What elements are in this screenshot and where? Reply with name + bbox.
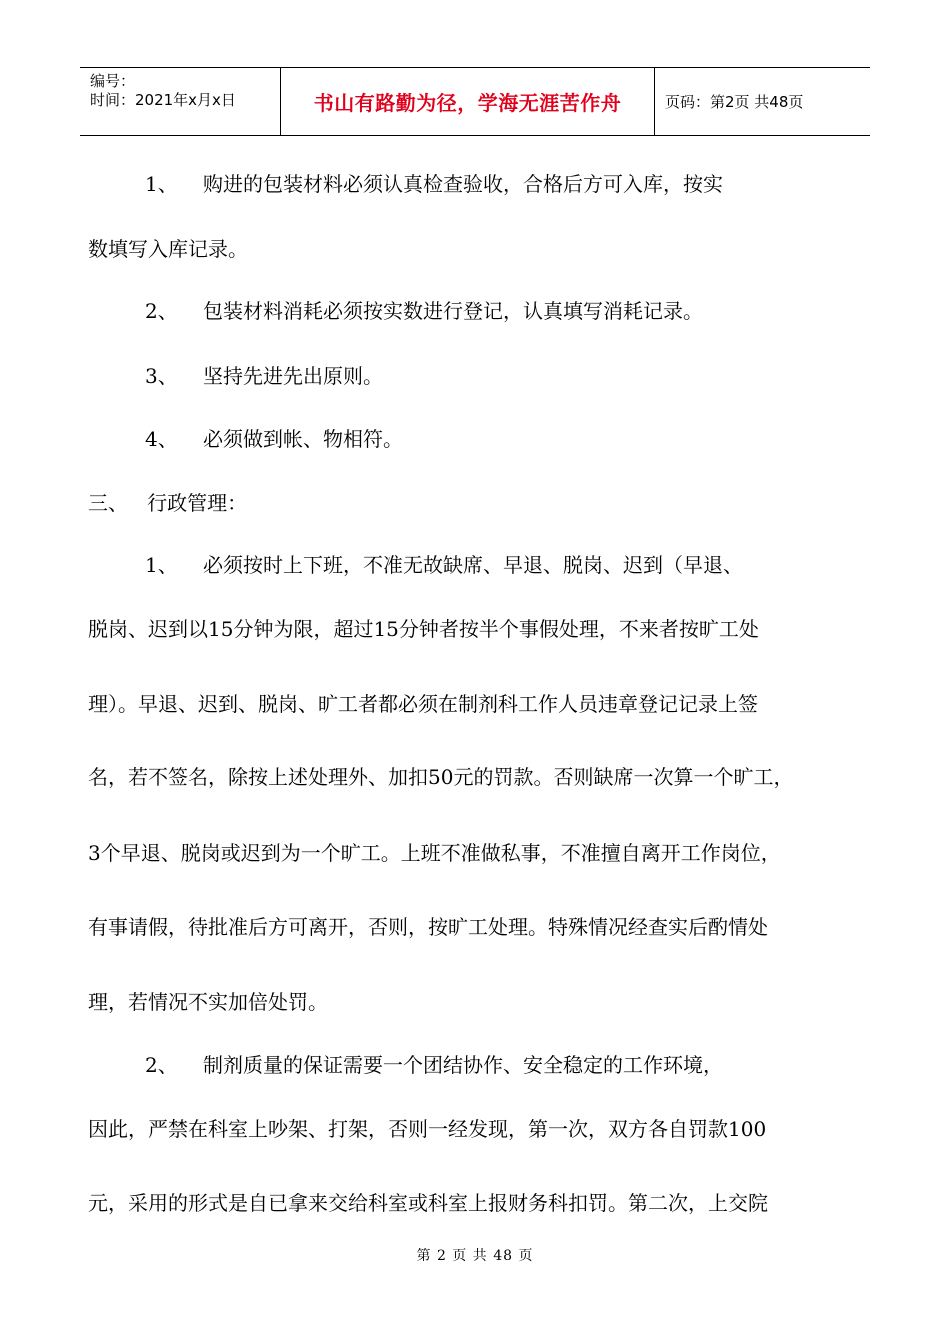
item-text: 坚持先进先出原则。: [203, 364, 383, 388]
header-motto: 书山有路勤为径，学海无涯苦作舟: [281, 68, 655, 135]
item-number: 3、: [145, 364, 178, 388]
time-label: 时间：2021年x月x日: [90, 91, 236, 109]
item-text: 包装材料消耗必须按实数进行登记，认真填写消耗记录。: [203, 299, 703, 323]
item-text: 必须做到帐、物相符。: [203, 427, 403, 451]
header-page-info: 页码：第2页 共48页: [665, 93, 804, 111]
para-line: 有事请假，待批准后方可离开，否则，按旷工处理。特殊情况经查实后酌情处: [88, 915, 768, 939]
para-line: 因此，严禁在科室上吵架、打架，否则一经发现，第一次，双方各自罚款100: [88, 1117, 767, 1141]
item-text-continued: 数填写入库记录。: [88, 237, 248, 261]
para-line: 必须按时上下班，不准无故缺席、早退、脱岗、迟到（早退、: [203, 553, 743, 577]
header-meta-cell: [80, 68, 281, 135]
para-line: 3个早退、脱岗或迟到为一个旷工。上班不准做私事，不准擅自离开工作岗位，: [88, 841, 781, 865]
page-footer: 第 2 页 共 48 页: [416, 1248, 534, 1264]
para-line: 脱岗、迟到以15分钟为限，超过15分钟者按半个事假处理，不来者按旷工处: [88, 617, 759, 641]
serial-label: 编号：: [90, 72, 136, 90]
section-heading: 三、 行政管理：: [88, 491, 248, 515]
item-number: 1、: [145, 172, 178, 196]
para-number: 1、: [145, 553, 178, 577]
document-header: [80, 67, 870, 136]
para-number: 2、: [145, 1053, 178, 1077]
para-line: 元，采用的形式是自已拿来交给科室或科室上报财务科扣罚。第二次，上交院: [88, 1191, 768, 1215]
para-line: 理）。早退、迟到、脱岗、旷工者都必须在制剂科工作人员违章登记记录上签: [88, 692, 758, 716]
item-number: 2、: [145, 299, 178, 323]
para-line: 名，若不签名，除按上述处理外、加扣50元的罚款。否则缺席一次算一个旷工，: [88, 765, 794, 789]
para-line: 理，若情况不实加倍处罚。: [88, 990, 328, 1014]
para-line: 制剂质量的保证需要一个团结协作、安全稳定的工作环境，: [203, 1053, 723, 1077]
item-number: 4、: [145, 427, 178, 451]
item-text: 购进的包装材料必须认真检查验收，合格后方可入库，按实: [203, 172, 723, 196]
